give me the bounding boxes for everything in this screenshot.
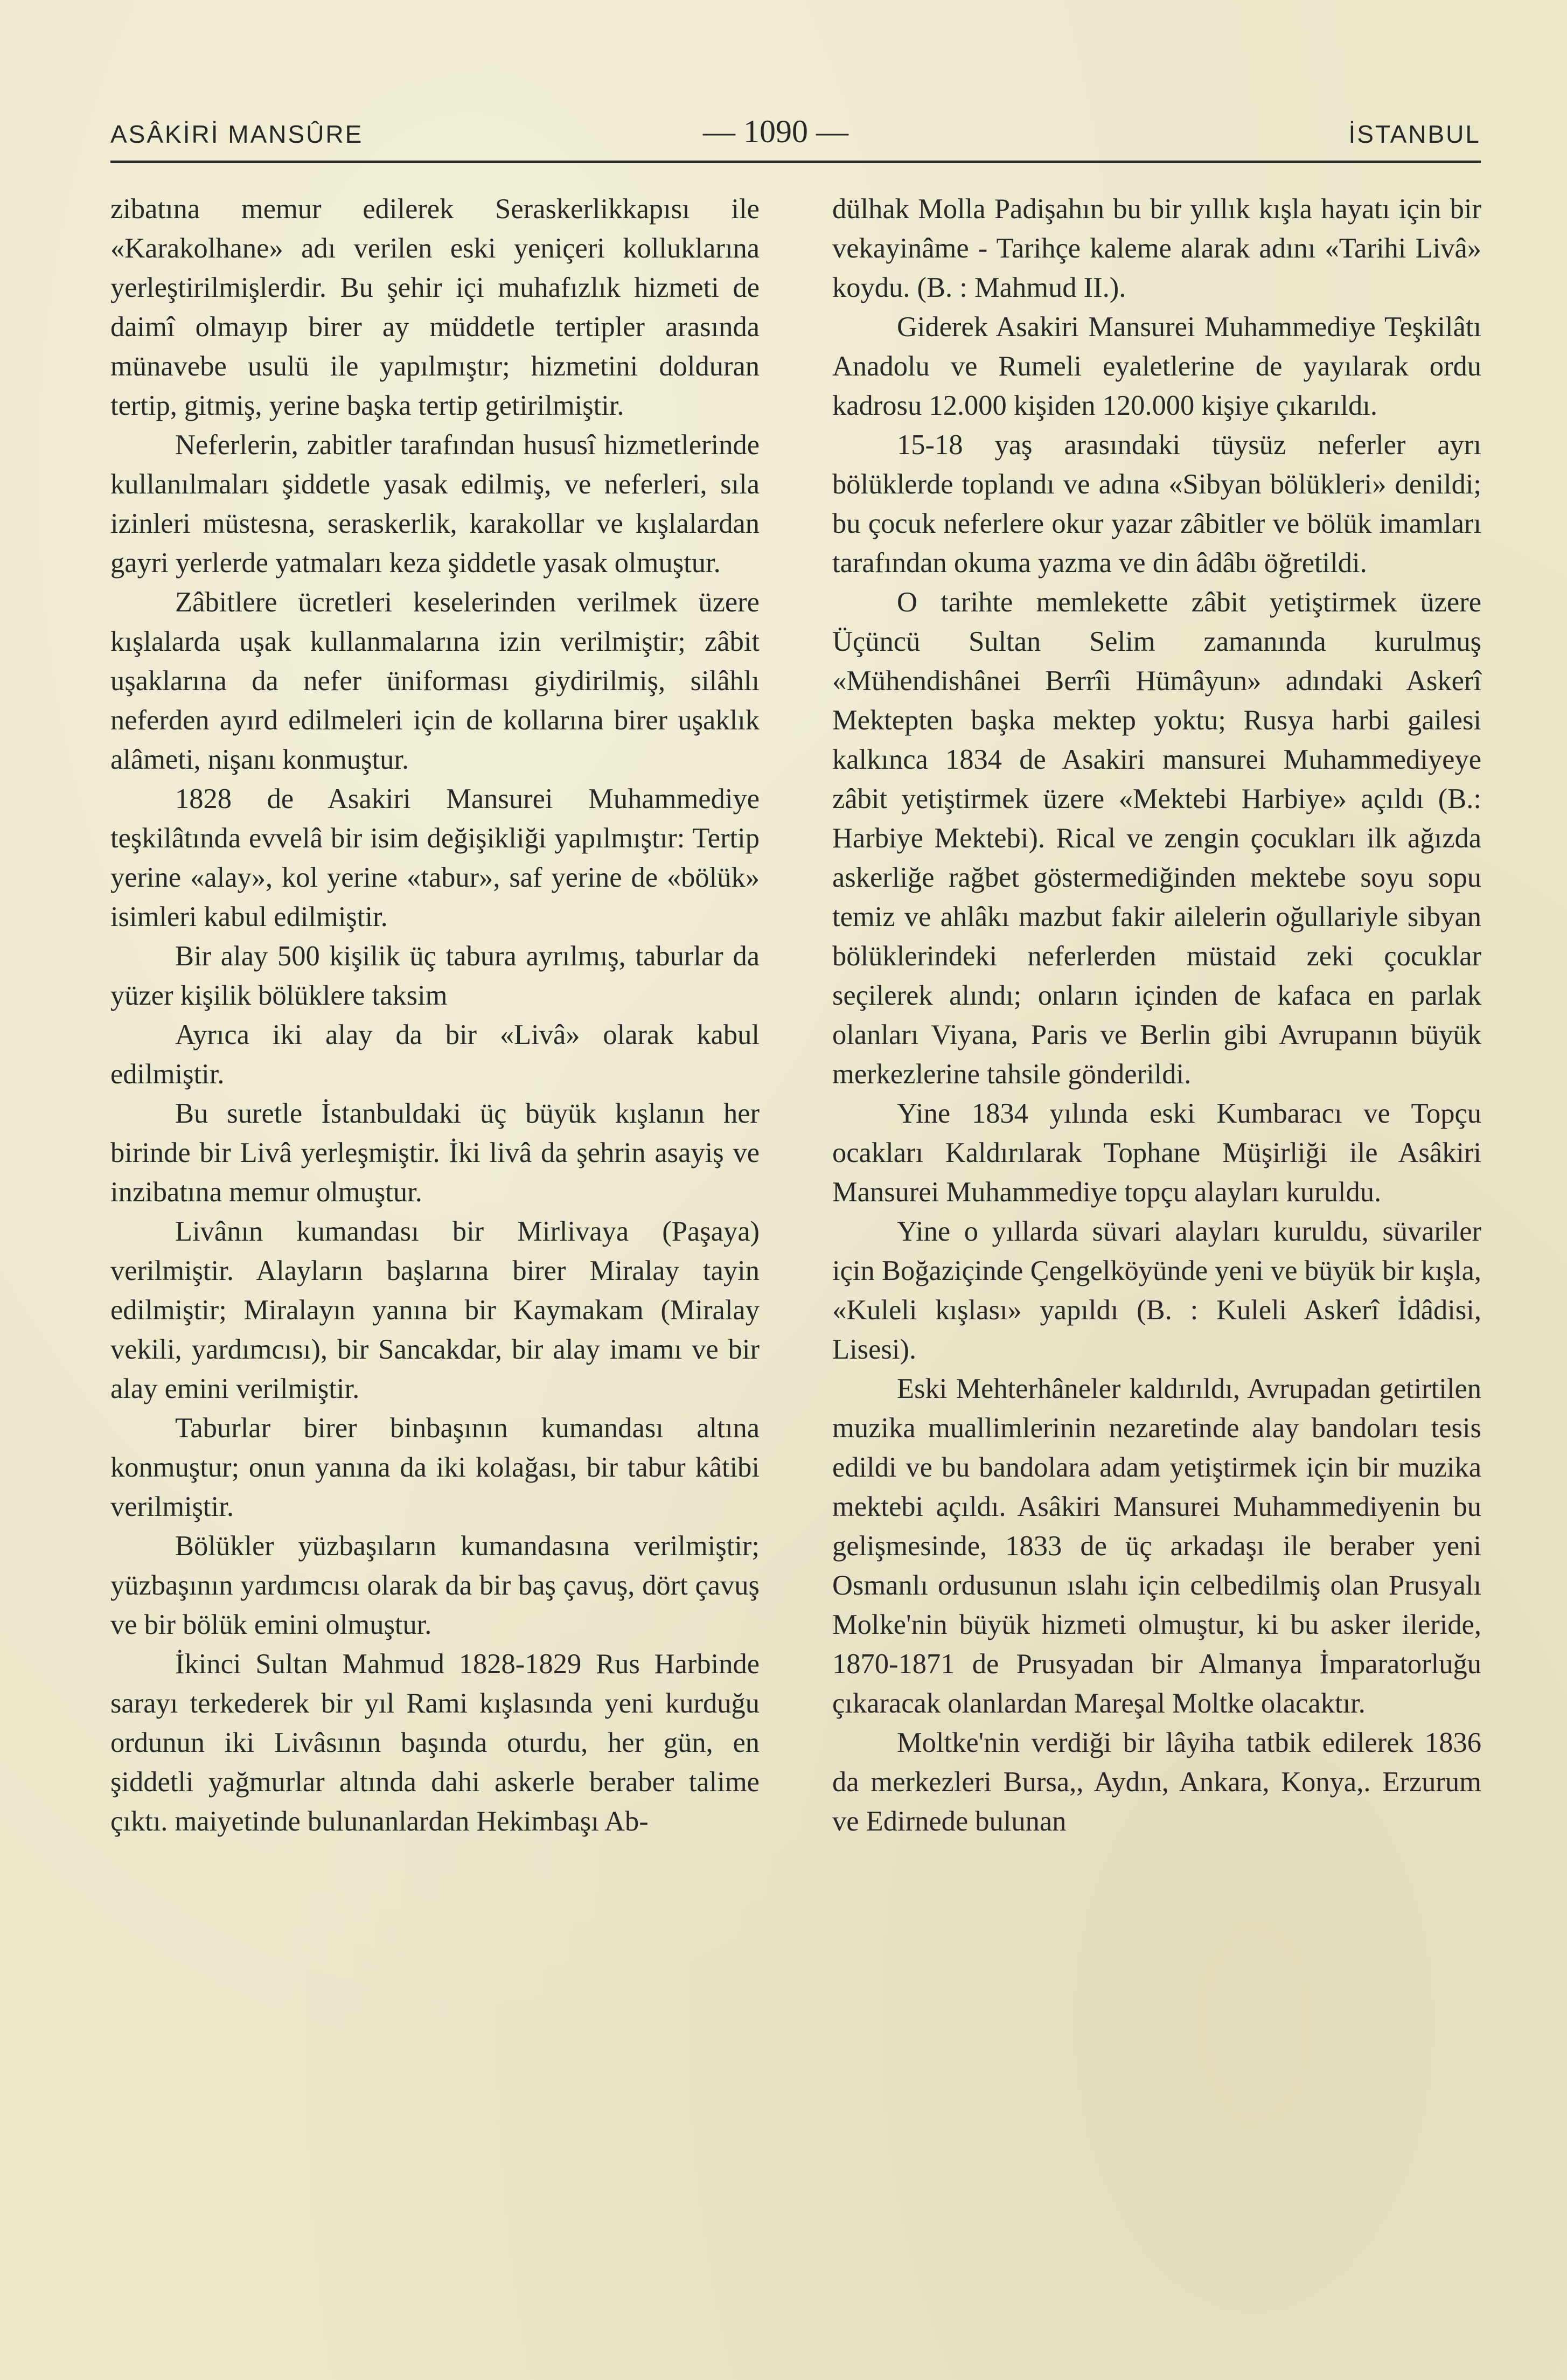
paragraph: Moltke'nin verdiği bir lâyiha tatbik edilerek 1836 da merkezleri Bursa,, Aydın, Ankara, Konya,. Erzurum ve Edirnede bulunan	[832, 1727, 1481, 1837]
paragraph: Yine o yıllarda süvari alayları kuruldu, süvariler için Boğaziçinde Çengelköyünde yeni ve büyük bir kışla, «Kuleli kışlası» yapıldı (B. : Kuleli Askerî İdâdisi, Lisesi).	[832, 1216, 1481, 1365]
paragraph: 15-18 yaş arasındaki tüysüz neferler ayrı bölüklerde toplandı ve adına «Sibyan bölükleri» denildi; bu çocuk neferlere okur yazar zâbitler ve bölük imamları tarafından okuma yazma ve din âdâbı öğretildi.	[832, 429, 1481, 579]
page-number: — 1090 —	[703, 114, 848, 149]
header-section-title: ASÂKİRİ MANSÛRE	[110, 120, 364, 148]
right-column	[832, 190, 1481, 1841]
paragraph: İkinci Sultan Mahmud 1828-1829 Rus Harbinde sarayı terkederek bir yıl Rami kışlasında yeni kurduğu ordunun iki Livâsının başında oturdu, her gün, en şiddetli yağmurlar altında dahi askerle beraber talime çıktı. maiyetinde bulunanlardan Hekimbaşı Ab-	[110, 1648, 760, 1837]
paragraph: Livânın kumandası bir Mirlivaya (Paşaya) verilmiştir. Alayların başlarına birer Miralay tayin edilmiştir; Miralayın yanına bir Kaymakam (Miralay vekili, yardımcısı), bir Sancakdar, bir alay imamı ve bir alay emini verilmiştir.	[110, 1216, 760, 1404]
paragraph: dülhak Molla Padişahın bu bir yıllık kışla hayatı için bir vekayinâme - Tarihçe kaleme alarak adını «Tarihi Livâ» koydu. (B. : Mahmud II.).	[832, 193, 1481, 303]
running-header	[110, 113, 1481, 162]
paragraph: Giderek Asakiri Mansurei Muhammediye Teşkilâtı Anadolu ve Rumeli eyaletlerine de yayılarak ordu kadrosu 12.000 kişiden 120.000 kişiye çıkarıldı.	[832, 311, 1481, 421]
paragraph: Zâbitlere ücretleri keselerinden verilmek üzere kışlalarda uşak kullanmalarına izin verilmiştir; zâbit uşaklarına da nefer üniforması giydirilmiş, silâhlı neferden ayırd edilmeleri için de kollarına birer uşaklık alâmeti, nişanı konmuştur.	[110, 587, 760, 775]
paragraph: Yine 1834 yılında eski Kumbaracı ve Topçu ocakları Kaldırılarak Tophane Müşirliği ile Asâkiri Mansurei Muhammediye topçu alayları kuruldu.	[832, 1098, 1481, 1208]
paragraph: zibatına memur edilerek Seraskerlikkapısı ile «Karakolhane» adı verilen eski yeniçeri kolluklarına yerleştirilmişlerdir. Bu şehir içi muhafızlık hizmeti de daimî olmayıp birer ay müddetle tertipler arasında münavebe usulü ile yapılmıştır; hizmetini dolduran tertip, gitmiş, yerine başka tertip getirilmiştir.	[110, 193, 760, 421]
header-city-title: İSTANBUL	[1348, 120, 1481, 148]
paragraph: Taburlar birer binbaşının kumandası altına konmuştur; onun yanına da iki kolağası, bir tabur kâtibi verilmiştir.	[110, 1412, 760, 1522]
paragraph: Neferlerin, zabitler tarafından hususî hizmetlerinde kullanılmaları şiddetle yasak edilmiş, ve neferleri, sıla izinleri müstesna, seraskerlik, karakollar ve kışlalardan gayri yerlerde yatmaları keza şiddetle yasak olmuştur.	[110, 429, 760, 579]
left-column	[110, 190, 760, 1841]
paragraph: O tarihte memlekette zâbit yetiştirmek üzere Üçüncü Sultan Selim zamanında kurulmuş «Mühendishânei Berrîi Hümâyun» adındaki Askerî Mektepten başka mektep yoktu; Rusya harbi gailesi kalkınca 1834 de Asakiri mansurei Muhammediyeye zâbit yetiştirmek üzere «Mektebi Harbiye» açıldı (B.: Harbiye Mektebi). Rical ve zengin çocukları ilk ağızda askerliğe rağbet göstermediğinden mektebe soyu sopu temiz ve ahlâkı mazbut fakir ailelerin oğullariyle sibyan bölüklerindeki neferlerden müstaid zeki çocuklar seçilerek alındı; onların içinden de kafaca en parlak olanları Viyana, Paris ve Berlin gibi Avrupanın büyük merkezlerine tahsile gönderildi.	[832, 587, 1481, 1090]
paragraph: 1828 de Asakiri Mansurei Muhammediye teşkilâtında evvelâ bir isim değişikliği yapılmıştır: Tertip yerine «alay», kol yerine «tabur», saf yerine de «bölük» isimleri kabul edilmiştir.	[110, 783, 760, 932]
paragraph: Ayrıca iki alay da bir «Livâ» olarak kabul edilmiştir.	[110, 1019, 760, 1090]
header-rule	[110, 161, 1481, 163]
paragraph: Bir alay 500 kişilik üç tabura ayrılmış, taburlar da yüzer kişilik bölüklere taksim	[110, 941, 760, 1011]
paragraph: Eski Mehterhâneler kaldırıldı, Avrupadan getirtilen muzika muallimlerinin nezaretinde alay bandoları tesis edildi ve bu bandolara adam yetiştirmek için bir muzika mektebi açıldı. Asâkiri Mansurei Muhammediyenin bu gelişmesinde, 1833 de üç arkadaşı ile beraber yeni Osmanlı ordusunun ıslahı için celbedilmiş olan Prusyalı Molke'nin büyük hizmeti olmuştur, ki bu asker ileride, 1870-1871 de Prusyadan bir Almanya İmparatorluğu çıkaracak olanlardan Mareşal Moltke olacaktır.	[832, 1373, 1481, 1719]
paragraph: Bu suretle İstanbuldaki üç büyük kışlanın her birinde bir Livâ yerleşmiştir. İki livâ da şehrin asayiş ve inzibatına memur olmuştur.	[110, 1098, 760, 1208]
paragraph: Bölükler yüzbaşıların kumandasına verilmiştir; yüzbaşının yardımcısı olarak da bir baş çavuş, dört çavuş ve bir bölük emini olmuştur.	[110, 1530, 760, 1640]
